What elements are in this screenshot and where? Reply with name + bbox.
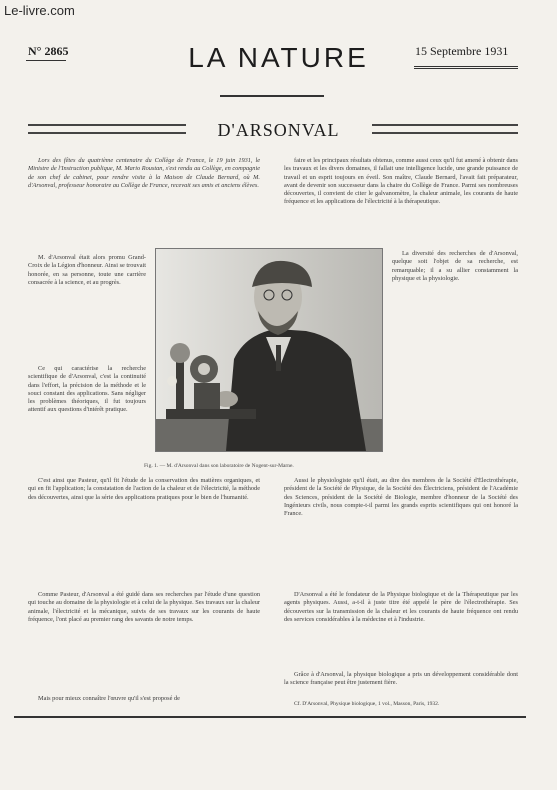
footer-rule <box>14 716 526 718</box>
left-column-text-6 <box>28 695 260 707</box>
portrait-photo <box>155 248 383 452</box>
right-column-beside-figure <box>392 250 518 455</box>
paragraph: La diversité des recherches de d'Arsonval, quelque soit l'objet de sa recherche, est remarquable; il a su allier constamment la physique et la physiologie. <box>392 250 518 282</box>
right-column-text-1 <box>284 157 518 247</box>
title-rule <box>220 95 324 97</box>
paragraph: Comme Pasteur, d'Arsonval a été guidé dans ses recherches par l'étude d'une question qui touche au domaine de la physiologie et à celui de la physique. Ses travaux sur la chaleur animale, l'électricité et la mécanique, suivis de ses travaux sur les courants de haute fréquence, l'ont placé au premier rang des savants de notre temps. <box>28 591 260 623</box>
issue-date: 15 Septembre 1931 <box>415 44 509 58</box>
figure-caption: Fig. 1. — M. d'Arsonval dans son laboratoire de Nogent-sur-Marne. <box>144 463 294 469</box>
right-column-text-5 <box>284 671 518 699</box>
portrait-photo-drawing <box>156 249 382 451</box>
paragraph: faire et les principaux résultats obtenus, comme aussi ceux qu'il fut amené à obtenir dans les travaux et les divers domaines, il fallait une intelligence lucide, une grande puissance de travail et un esprit toujours en éveil. Son maître, Claude Bernard, l'avait fait préparateur, avant de devenir son successeur dans la chaire du Collège de France. Parmi ses nombreuses découvertes, il convient de citer le galvanomètre, la chaleur animale, les courants de haute fréquence et les applications de l'électricité à la thérapeutique. <box>284 157 518 206</box>
left-column-text-3 <box>28 365 146 477</box>
paragraph: M. d'Arsonval était alors promu Grand-Croix de la Légion d'honneur. Ainsi se trouvait honorée, en sa personne, toute une carrière consacrée à la science, et au progrès. <box>28 254 146 286</box>
left-column-text-4 <box>28 477 260 587</box>
left-column-text-5 <box>28 591 260 691</box>
right-column-text-4 <box>284 591 518 671</box>
right-column-text-3 <box>284 477 518 587</box>
reference-note <box>284 700 518 712</box>
title-right-rule <box>372 124 518 134</box>
journal-title: LA NATURE <box>188 42 369 73</box>
paragraph: Mais pour mieux connaître l'œuvre qu'il s'est proposé de <box>38 695 180 702</box>
issue-number: N° 2865 <box>28 44 69 58</box>
reference-text: Cf. D'Arsonval, Physique biologique, 1 vol., Masson, Paris, 1932. <box>294 701 440 707</box>
paragraph: C'est ainsi que Pasteur, qu'il fit l'étude de la conservation des matières organiques, et qui en fit l'application; la constatation de l'action de la chaleur et de l'électricité, la méthode des découvertes, ainsi que la série des applications pratiques pour le bien de l'humanité. <box>28 477 260 501</box>
date-rule <box>414 66 518 69</box>
paragraph: Aussi le physiologiste qu'il était, au dire des membres de la Société d'Électrothérapie, président de la Société de Physique, de la Société des Électriciens, président de l'Académie des Sciences, président de la Société de Biologie, membre d'honneur de la Société des Ingénieurs civils, nous compte-t-il parmi les grands esprits scientifiques qui ont honoré la France. <box>284 477 518 518</box>
left-column-text-2 <box>28 254 146 354</box>
paragraph: D'Arsonval a été le fondateur de la Physique biologique et de la Thérapeutique par les agents physiques. Aussi, a-t-il à juste titre été appelé le père de l'électrothérapie. Ses découvertes sur la transmission de la chaleur et les courants de haute fréquence ont rendu des services considérables à la médecine et à l'industrie. <box>284 591 518 623</box>
article-intro <box>28 157 260 237</box>
article-title: D'ARSONVAL <box>217 120 340 140</box>
paragraph: Grâce à d'Arsonval, la physique biologique a pris un développement considérable dont la science française peut être justement fière. <box>284 671 518 687</box>
watermark-text: Le-livre.com <box>4 3 75 18</box>
paragraph: Ce qui caractérise la recherche scientifique de d'Arsonval, c'est la continuité dans l'effort, la précision de la méthode et le souci constant des applications. Sans négliger les problèmes théoriques, il fut toujours attentif aux questions d'intérêt pratique. <box>28 365 146 414</box>
intro-paragraph: Lors des fêtes du quatrième centenaire du Collège de France, le 19 juin 1931, le Ministre de l'Instruction publique, M. Mario Roustan, s'est rendu au Collège, en compagnie de son chef de cabinet, pour rendre visite à la Maison de Claude Bernard, où M. d'Arsonval, professeur honoraire au Collège de France, recevait ses amis et anciens élèves. <box>28 157 260 189</box>
